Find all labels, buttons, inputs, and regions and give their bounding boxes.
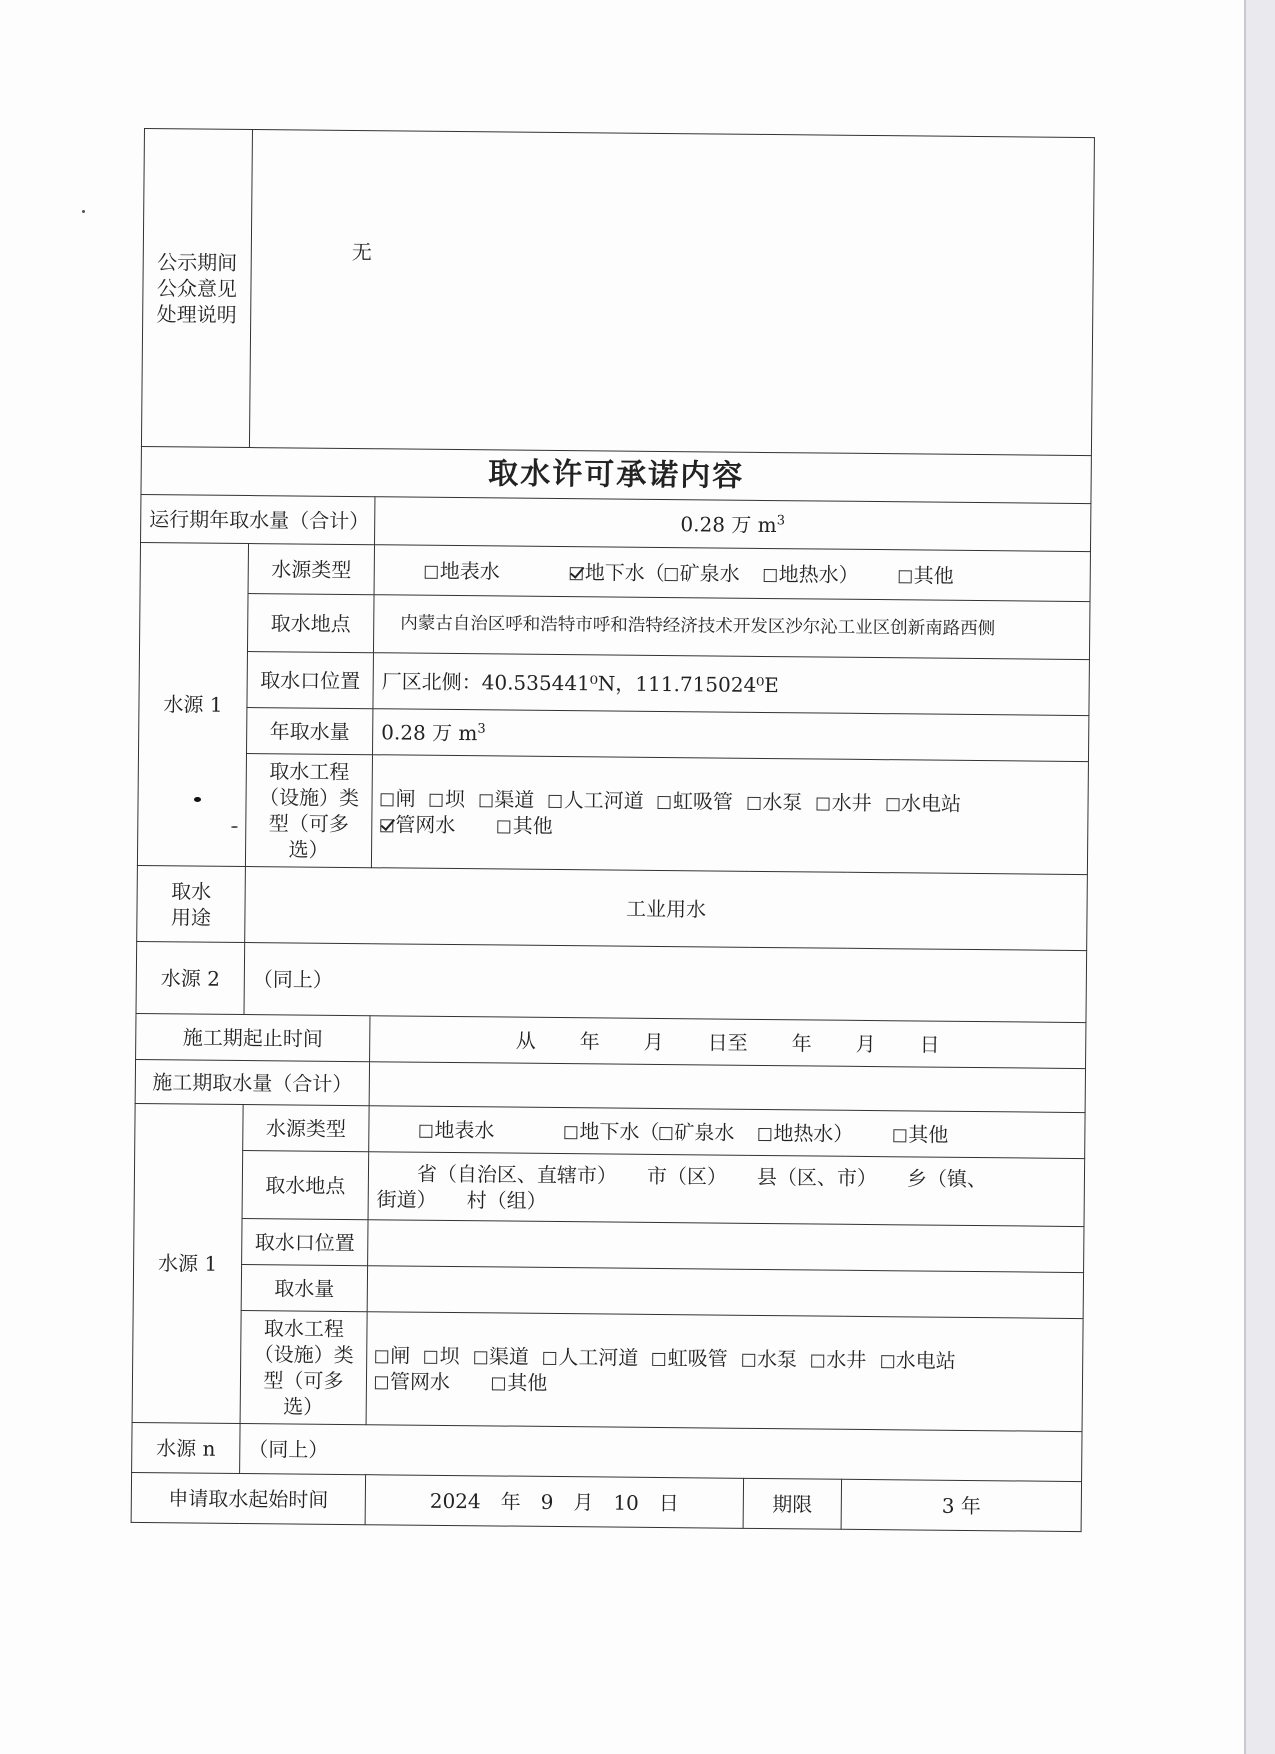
source-type-options <box>374 545 1090 602</box>
checkbox-checked-icon[interactable] <box>570 567 583 580</box>
checkbox-icon[interactable] <box>543 1352 556 1365</box>
option-dam[interactable]: 坝 <box>430 786 465 812</box>
option-pump[interactable]: 水泵 <box>742 1346 797 1373</box>
annual-total-value: 0.28 万 $m^3$ <box>375 497 1091 552</box>
option-siphon[interactable]: 虹吸管 <box>653 1345 728 1372</box>
checkbox-icon[interactable] <box>899 570 912 583</box>
construction-facility-options <box>366 1312 1083 1432</box>
option-groundwater[interactable]: 地下水（ <box>570 559 665 586</box>
checkbox-icon[interactable] <box>881 1355 894 1368</box>
construction-total-value[interactable] <box>369 1062 1085 1113</box>
checkbox-icon[interactable] <box>665 568 678 581</box>
option-groundwater[interactable]: 地下水（ <box>564 1118 659 1145</box>
checkbox-icon[interactable] <box>893 1129 906 1142</box>
outlet-position-label: 取水口位置 <box>247 652 374 709</box>
option-other[interactable]: 其他 <box>893 1121 948 1148</box>
construction-outlet-value[interactable] <box>368 1220 1084 1273</box>
construction-total-label: 施工期取水量（合计） <box>135 1059 369 1105</box>
construction-type-label: 水源类型 <box>243 1104 369 1151</box>
option-siphon[interactable]: 虹吸管 <box>658 788 733 815</box>
construction-period-label: 施工期起止时间 <box>136 1013 370 1061</box>
checkbox-icon[interactable] <box>375 1350 388 1363</box>
option-hydropower[interactable]: 水电站 <box>886 790 961 817</box>
option-mineral-water[interactable]: 矿泉水 <box>659 1118 734 1145</box>
water-permit-commitment-form <box>131 128 1095 1532</box>
source-type-label: 水源类型 <box>248 544 374 595</box>
option-pipe-network[interactable]: 管网水 <box>380 811 455 838</box>
checkbox-icon[interactable] <box>817 797 830 810</box>
option-pipe-network[interactable]: 管网水 <box>375 1368 450 1395</box>
checkbox-icon[interactable] <box>479 794 492 807</box>
checkbox-icon[interactable] <box>886 798 899 811</box>
checkbox-icon[interactable] <box>742 1354 755 1367</box>
option-other[interactable]: 其他 <box>498 812 553 839</box>
checkbox-icon[interactable] <box>380 793 393 806</box>
checkbox-icon[interactable] <box>659 1126 672 1139</box>
checkbox-icon[interactable] <box>747 797 760 810</box>
checkbox-checked-icon[interactable] <box>380 819 393 832</box>
checkbox-icon[interactable] <box>375 1376 388 1389</box>
option-sluice[interactable]: 闸 <box>380 785 415 811</box>
application-start-label: 申请取水起始时间 <box>131 1472 365 1524</box>
scan-edge <box>1244 0 1275 1754</box>
option-mineral-water[interactable]: 矿泉水 <box>665 560 740 587</box>
facility-type-label: 取水工程 （设施）类 型（可多选） <box>245 754 372 868</box>
checkbox-icon[interactable] <box>811 1354 824 1367</box>
option-geothermal-water[interactable]: 地热水） <box>758 1119 853 1146</box>
term-label: 期限 <box>743 1478 841 1529</box>
publicity-content: 无 <box>249 130 1094 456</box>
annual-amount-value: 0.28 万 $m^3$ <box>372 709 1088 762</box>
checkbox-icon[interactable] <box>425 1351 438 1364</box>
construction-amount-value[interactable] <box>367 1266 1083 1319</box>
construction-period-value: 从 年 月 日至 年 月 日 <box>370 1016 1086 1069</box>
scan-speck <box>82 210 85 213</box>
option-geothermal-water[interactable]: 地热水） <box>764 560 859 587</box>
purpose-value: 工业用水 <box>245 867 1088 951</box>
option-artificial-river[interactable]: 人工河道 <box>549 787 644 814</box>
application-start-value: 2024 年 9 月 10 日 <box>365 1475 743 1529</box>
option-surface-water[interactable]: 地表水 <box>425 557 500 584</box>
option-surface-water[interactable]: 地表水 <box>419 1116 494 1143</box>
checkbox-icon[interactable] <box>474 1351 487 1364</box>
option-channel[interactable]: 渠道 <box>474 1343 529 1370</box>
water-source-n-value: （同上） <box>240 1423 1082 1481</box>
option-other[interactable]: 其他 <box>492 1369 547 1396</box>
construction-location-value[interactable]: 省（自治区、直辖市） 市（区） 县（区、市） 乡（镇、 街道） 村（组） <box>368 1152 1085 1227</box>
water-source-2-label: 水源 2 <box>136 941 245 1014</box>
option-dam[interactable]: 坝 <box>424 1343 459 1369</box>
construction-location-label: 取水地点 <box>242 1150 369 1219</box>
checkbox-icon[interactable] <box>498 820 511 833</box>
construction-outlet-label: 取水口位置 <box>242 1218 368 1265</box>
construction-facility-label: 取水工程 （设施）类 型（可多选） <box>240 1310 367 1424</box>
option-hydropower[interactable]: 水电站 <box>881 1347 956 1374</box>
water-source-2-value: （同上） <box>244 943 1087 1023</box>
checkbox-icon[interactable] <box>425 565 438 578</box>
purpose-label: 取水 用途 <box>137 865 246 942</box>
checkbox-icon[interactable] <box>564 1126 577 1139</box>
annual-amount-label: 年取水量 <box>247 708 373 755</box>
water-source-1-label: 水源 1 <box>137 542 248 866</box>
location-label: 取水地点 <box>247 594 374 653</box>
checkbox-icon[interactable] <box>653 1353 666 1366</box>
checkbox-icon[interactable] <box>430 794 443 807</box>
option-channel[interactable]: 渠道 <box>479 786 534 813</box>
outlet-position-value: 厂区北侧：40.535441⁰N，111.715024⁰E <box>373 653 1090 716</box>
construction-type-options <box>369 1106 1085 1159</box>
location-value: 内蒙古自治区呼和浩特市呼和浩特经济技术开发区沙尔沁工业区创新南路西侧 <box>373 595 1090 660</box>
facility-type-options <box>371 755 1088 875</box>
option-well[interactable]: 水井 <box>811 1346 866 1373</box>
option-other[interactable]: 其他 <box>899 562 954 589</box>
option-artificial-river[interactable]: 人工河道 <box>543 1344 638 1371</box>
water-source-n-label: 水源 n <box>132 1422 240 1473</box>
publicity-label: 公示期间 公众意见 处理说明 <box>141 129 252 448</box>
construction-source-1-label: 水源 1 <box>132 1103 243 1423</box>
option-sluice[interactable]: 闸 <box>375 1342 410 1368</box>
checkbox-icon[interactable] <box>419 1124 432 1137</box>
term-value: 3 年 <box>841 1479 1081 1531</box>
checkbox-icon[interactable] <box>549 795 562 808</box>
option-pump[interactable]: 水泵 <box>747 789 802 816</box>
publicity-row <box>141 129 1094 456</box>
annual-total-label: 运行期年取水量（合计） <box>141 494 375 544</box>
construction-amount-label: 取水量 <box>241 1264 367 1311</box>
section-heading: 取水许可承诺内容 <box>141 446 1091 503</box>
option-well[interactable]: 水井 <box>817 789 872 816</box>
checkbox-icon[interactable] <box>758 1127 771 1140</box>
checkbox-icon[interactable] <box>492 1377 505 1390</box>
checkbox-icon[interactable] <box>764 568 777 581</box>
checkbox-icon[interactable] <box>658 796 671 809</box>
